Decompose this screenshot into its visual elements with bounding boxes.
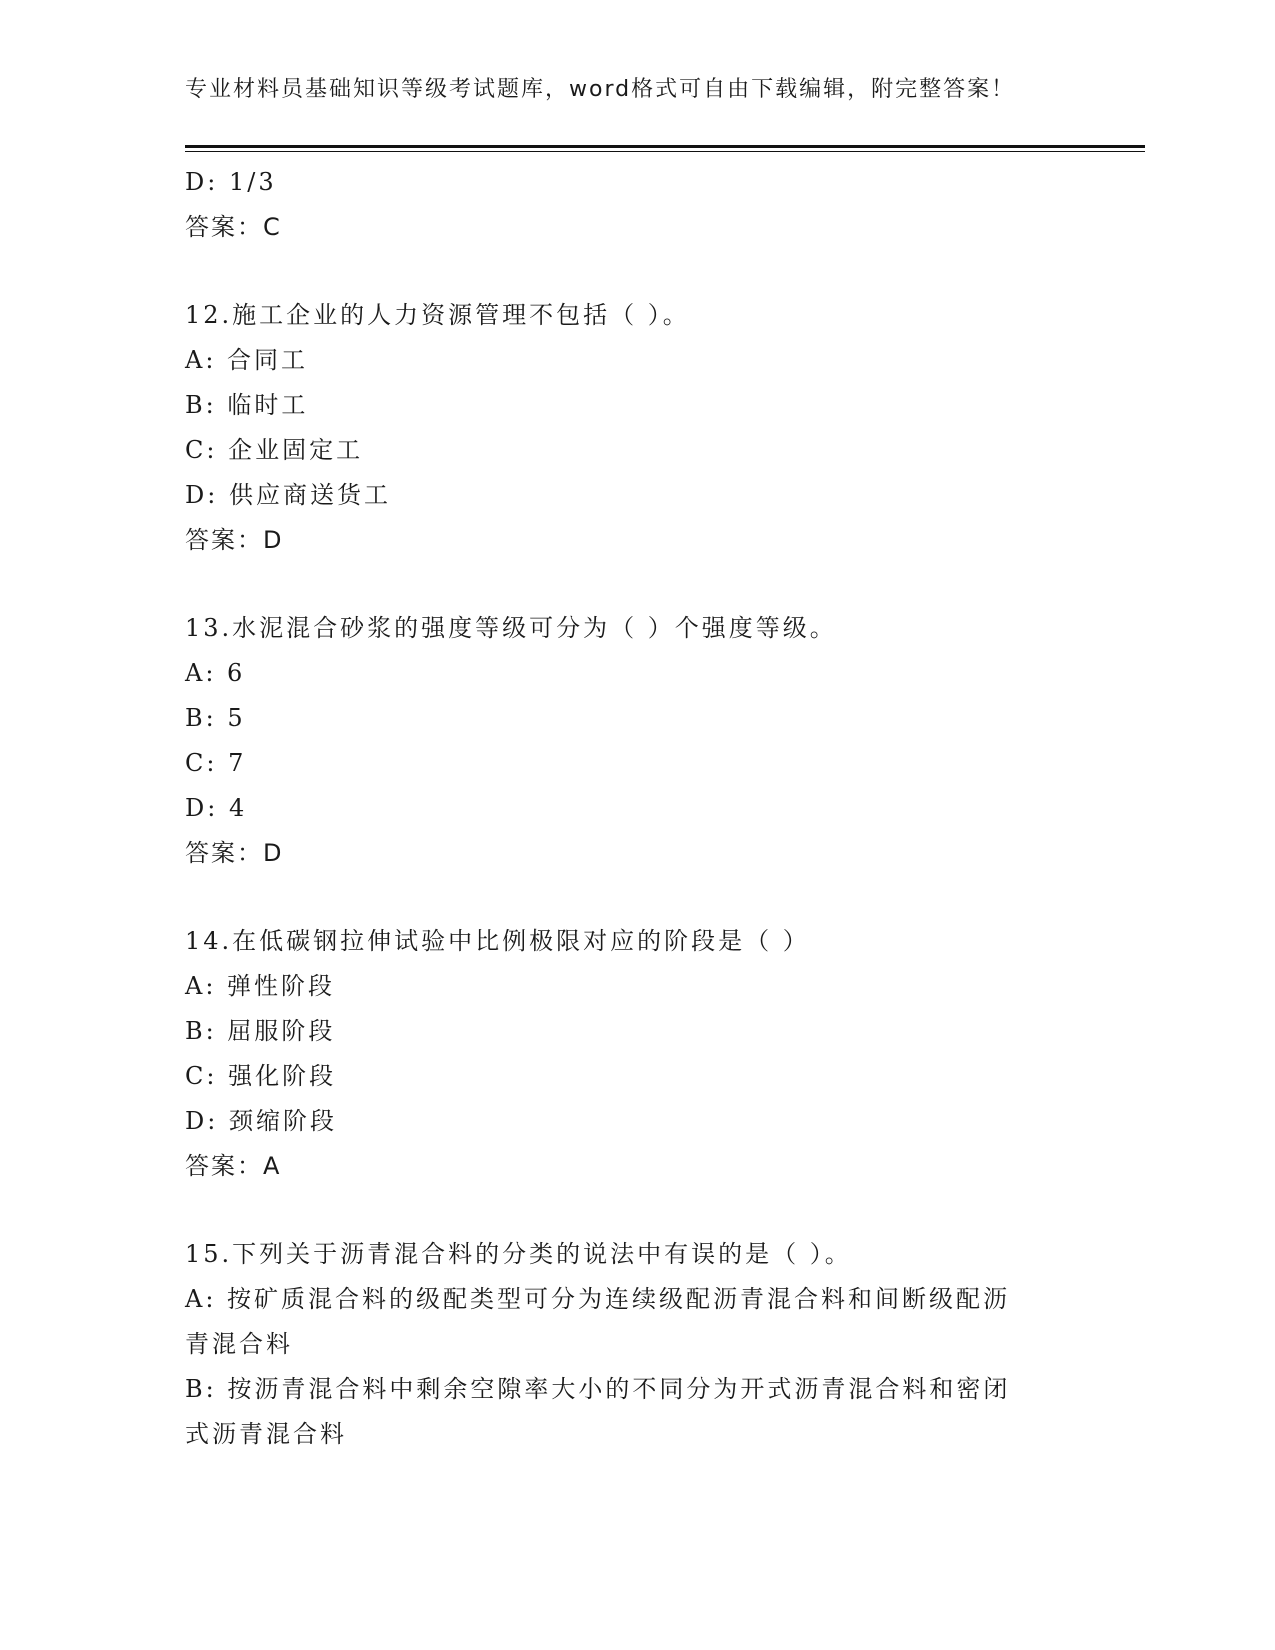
option-a: A: 6 xyxy=(185,659,246,687)
answer: 答案：A xyxy=(185,1152,282,1180)
option-d: D: 颈缩阶段 xyxy=(185,1107,337,1135)
option-c: C: 企业固定工 xyxy=(185,436,364,464)
question-list xyxy=(185,160,1085,1457)
option-c: C: 强化阶段 xyxy=(185,1062,337,1090)
answer: 答案：D xyxy=(185,839,284,867)
option-a: A: 弹性阶段 xyxy=(185,972,336,1000)
header-rule-thin xyxy=(185,151,1145,152)
answer: 答案：D xyxy=(185,526,284,554)
question-13 xyxy=(185,606,1085,876)
option-b: B: 临时工 xyxy=(185,391,309,419)
option-b: B: 5 xyxy=(185,704,246,732)
question-15 xyxy=(185,1232,1085,1457)
option-d: D: 供应商送货工 xyxy=(185,481,391,509)
question-title: 12.施工企业的人力资源管理不包括（ ）。 xyxy=(185,301,690,329)
question-title: 13.水泥混合砂浆的强度等级可分为（ ）个强度等级。 xyxy=(185,614,837,642)
question-12 xyxy=(185,293,1085,563)
question-title: 14.在低碳钢拉伸试验中比例极限对应的阶段是（ ） xyxy=(185,927,810,955)
option-b: B: 按沥青混合料中剩余空隙率大小的不同分为开式沥青混合料和密闭式沥青混合料 xyxy=(185,1375,1011,1448)
option-b: B: 屈服阶段 xyxy=(185,1017,336,1045)
option-c: C: 7 xyxy=(185,749,247,777)
option-d: D: 4 xyxy=(185,794,248,822)
question-title: 15.下列关于沥青混合料的分类的说法中有误的是（ ）。 xyxy=(185,1240,852,1268)
option-a: A: 合同工 xyxy=(185,346,309,374)
prev-option-d: D: 1/3 xyxy=(185,168,277,196)
prev-answer: 答案：C xyxy=(185,213,282,241)
page-header: 专业材料员基础知识等级考试题库，word格式可自由下载编辑，附完整答案！ xyxy=(185,77,1016,102)
question-14 xyxy=(185,919,1085,1189)
option-a: A: 按矿质混合料的级配类型可分为连续级配沥青混合料和间断级配沥青混合料 xyxy=(185,1285,1011,1358)
header-rule-thick xyxy=(185,145,1145,148)
